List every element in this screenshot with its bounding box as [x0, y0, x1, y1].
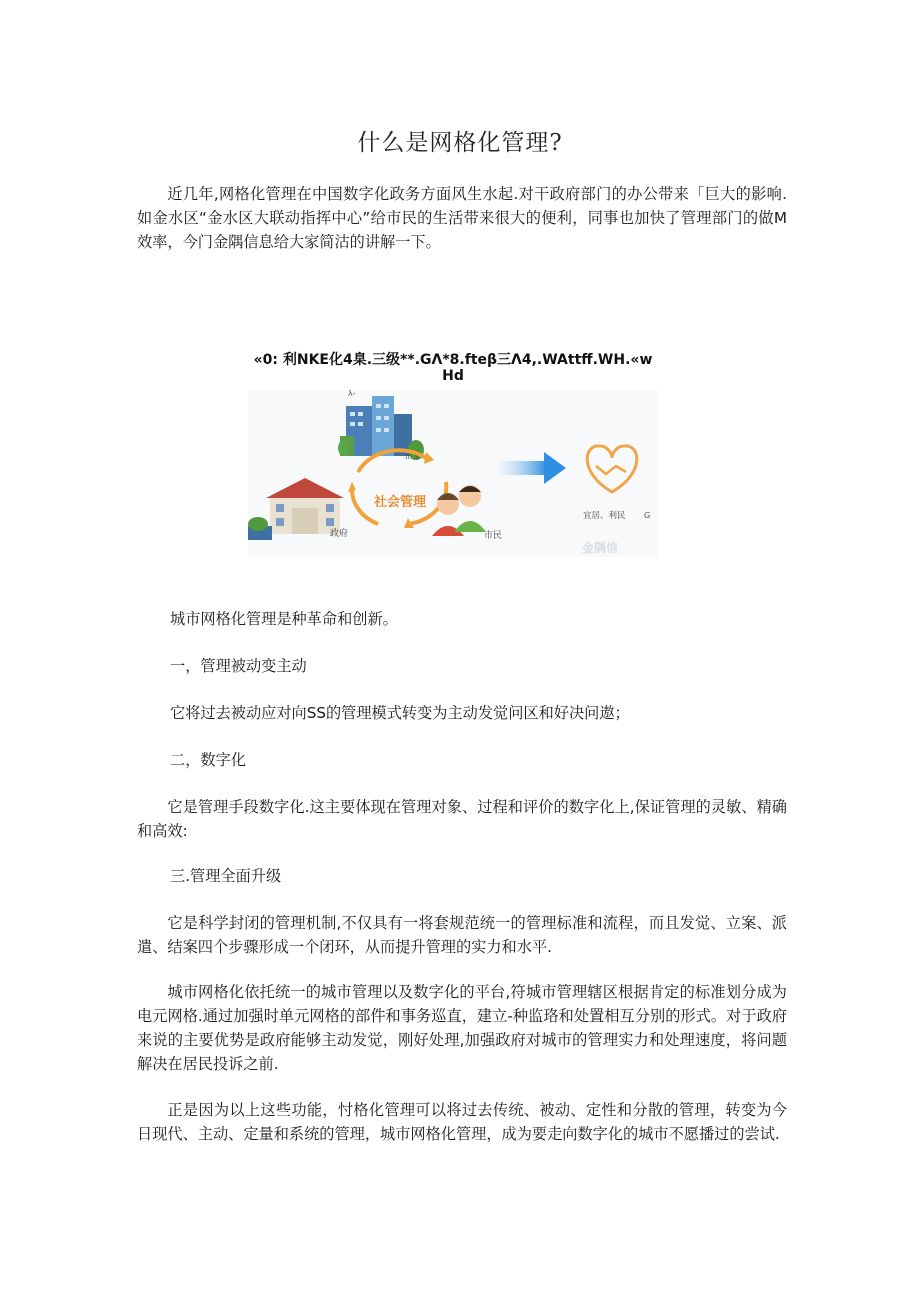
paragraph-5: 正是因为以上这些功能，忖格化管理可以将过去传统、被动、定性和分散的管理，转变为今日现代、主动、定量和系统的管理，城市网格化管理，成为要走向数字化的城市不愿播过的尝试. — [137, 1101, 787, 1143]
social-management-diagram — [248, 376, 658, 557]
section-intro: 城市网格化管理是种革命和创新。 — [170, 610, 398, 628]
small-mark: λ- — [348, 389, 356, 398]
heading-3: 三.管理全面升级 — [170, 867, 282, 885]
paragraph-1: 它将过去被动应对向SS的管理模式转变为主动发觉问区和好决问遨； — [170, 704, 630, 722]
label-enterprise: 企业 — [404, 451, 423, 461]
paragraph-3: 它是科学封闭的管理机制,不仅具有一将套规范统一的管理标准和流程，而且发觉、立案、派遣、结案四个步骤形成一个闭环，从而提升管理的实力和水平. — [137, 914, 787, 956]
side-mark: G — [644, 511, 651, 520]
paragraph-2: 它是管理手段数字化.这主要体现在管理对象、过程和评价的数字化上,保证管理的灵敏、精确和高效: — [137, 798, 787, 840]
figure-caption-line-1: «0: 利NKE化4臬.三级**.GΛ*8.fteβ三Λ4,.WAttff.WH.«w — [253, 352, 653, 368]
label-government: 政府 — [330, 529, 349, 539]
watermark: 金隅信 — [582, 541, 619, 555]
label-citizens: 市民 — [484, 531, 503, 541]
intro-paragraph: 近几年,网格化管理在中国数字化政务方面风生水起.对干政府部门的办公带来「巨大的影响.如金水区“金水区大联动指挥中心”给市民的生活带来很大的便利，同事也加快了管理部门的做M效率，今门金隅信息给大家简沽的讲解一下。 — [137, 185, 787, 251]
page-title: 什么是网格化管理? — [357, 130, 563, 156]
paragraph-4: 城市网格化依托统一的城市管理以及数字化的平台,符城市管理辖区根据肯定的标准划分成为电元网格.通过加强时单元网格的部件和事务巡直，建立-种监珞和处置相互分别的形式。对于政府来说的主要优势是政府能够主动发觉，刚好处理,加强政府对城市的管理实力和处理速度，将问题解决在居民投诉之前. — [137, 983, 787, 1073]
figure-caption-line-2: Hd — [442, 368, 464, 384]
grid-management-figure — [248, 352, 658, 557]
heading-2: 二，数字化 — [170, 751, 246, 769]
label-center: 社会管理 — [373, 495, 427, 510]
label-result: 宜居、利民 — [583, 511, 626, 521]
heading-1: 一，管理被动变主动 — [170, 657, 307, 675]
